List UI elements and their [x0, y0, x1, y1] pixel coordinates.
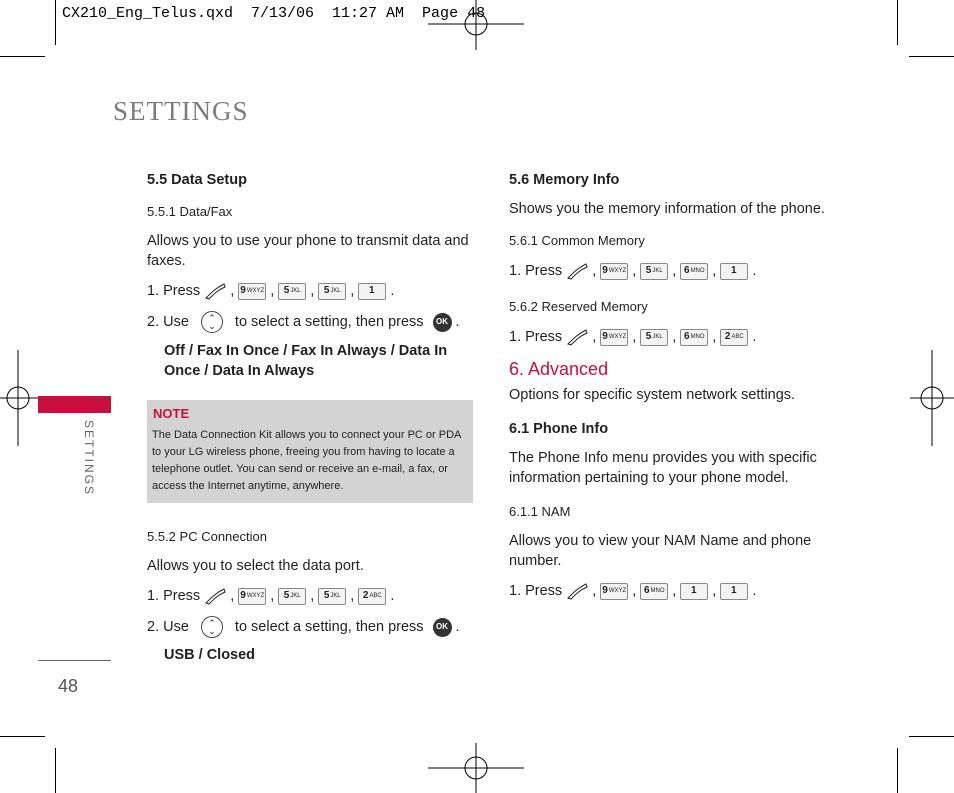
desc-6: Options for specific system network settings. [509, 387, 796, 403]
crop-mark [55, 748, 56, 793]
key-5-icon: 5 JKL [278, 283, 306, 300]
desc-5-5-2: Allows you to select the data port. [147, 558, 364, 574]
desc-5-5-1: Allows you to use your phone to transmit data and faxes. [147, 233, 469, 269]
key-5-icon: 5 JKL [318, 283, 346, 300]
key-1-icon: 1 [720, 583, 748, 600]
key-6-icon: 6 MNO [680, 263, 708, 280]
heading-6-1: 6.1 Phone Info [509, 421, 609, 437]
left-soft-key-icon [566, 262, 588, 280]
right-column [509, 170, 829, 601]
key-2-icon: 2 ABC [358, 588, 386, 605]
key-5-icon: 5 JKL [278, 588, 306, 605]
crop-mark [897, 748, 898, 793]
key-5-icon: 5 JKL [640, 263, 668, 280]
key-1-icon: 1 [680, 583, 708, 600]
registration-mark-bottom [428, 743, 524, 793]
heading-6-1-1: 6.1.1 NAM [509, 504, 571, 519]
section-tab-bar [38, 396, 111, 413]
left-soft-key-icon [204, 587, 226, 605]
step2-5-5-2: 2. Use ⌃ ⌄ to select a setting, then press OK . [147, 618, 460, 636]
left-soft-key-icon [566, 582, 588, 600]
step1-6-1-1: 1. Press , 9 WXYZ , 6 MNO , 1 , 1 . [509, 583, 757, 599]
key-2-icon: 2 ABC [720, 329, 748, 346]
key-6-icon: 6 MNO [640, 583, 668, 600]
crop-mark [0, 736, 45, 737]
step2-5-5-1: 2. Use ⌃ ⌄ to select a setting, then press OK . [147, 313, 460, 331]
key-9-icon: 9 WXYZ [238, 588, 266, 605]
note-box [147, 400, 473, 503]
ok-key-icon: OK [433, 313, 452, 332]
key-6-icon: 6 MNO [680, 329, 708, 346]
step1-5-5-2: 1. Press , 9 WXYZ , 5 JKL , 5 JKL , 2 ABC . [147, 588, 395, 604]
key-9-icon: 9 WXYZ [600, 583, 628, 600]
key-1-icon: 1 [720, 263, 748, 280]
left-column [147, 170, 477, 381]
heading-5-5-1: 5.5.1 Data/Fax [147, 204, 233, 219]
registration-mark-top [428, 0, 524, 50]
note-text: The Data Connection Kit allows you to connect your PC or PDA to your LG wireless phone, freeing you from having to locate a telephone outlet. You can send or receive an e-mail, a fax, or access the Internet anytime, anywhere. [152, 429, 461, 492]
heading-5-5-2: 5.5.2 PC Connection [147, 529, 267, 544]
print-header: CX210_Eng_Telus.qxd 7/13/06 11:27 AM Page 48 [62, 5, 486, 22]
left-soft-key-icon [204, 282, 226, 300]
footer-rule [38, 660, 111, 661]
step1-5-6-2: 1. Press , 9 WXYZ , 5 JKL , 6 MNO , 2 ABC . [509, 329, 757, 345]
ok-key-icon: OK [433, 618, 452, 637]
key-1-icon: 1 [358, 283, 386, 300]
crop-mark [0, 56, 45, 57]
crop-mark [909, 56, 954, 57]
side-section-label: SETTINGS [82, 420, 96, 497]
page-number: 48 [58, 676, 79, 696]
crop-mark [909, 736, 954, 737]
left-soft-key-icon [566, 328, 588, 346]
step1-5-6-1: 1. Press , 9 WXYZ , 5 JKL , 6 MNO , 1 . [509, 263, 757, 279]
desc-6-1-1: Allows you to view your NAM Name and phone number. [509, 533, 812, 569]
key-5-icon: 5 JKL [318, 588, 346, 605]
heading-5-5: 5.5 Data Setup [147, 172, 247, 188]
registration-mark-right [910, 350, 954, 446]
key-9-icon: 9 WXYZ [600, 263, 628, 280]
key-9-icon: 9 WXYZ [600, 329, 628, 346]
key-9-icon: 9 WXYZ [238, 283, 266, 300]
page-title: SETTINGS [113, 96, 249, 126]
navigation-key-icon: ⌃ ⌄ [201, 311, 223, 333]
key-5-icon: 5 JKL [640, 329, 668, 346]
note-title: NOTE [153, 406, 190, 421]
navigation-key-icon: ⌃ ⌄ [201, 616, 223, 638]
heading-5-6-2: 5.6.2 Reserved Memory [509, 299, 648, 314]
crop-mark [55, 0, 56, 45]
crop-mark [897, 0, 898, 45]
registration-mark-left [0, 350, 40, 446]
step1-5-5-1: 1. Press , 9 WXYZ , 5 JKL , 5 JKL , 1 . [147, 283, 395, 299]
left-column-lower [147, 527, 477, 665]
options-5-5-2: USB / Closed [164, 647, 256, 663]
heading-5-6-1: 5.6.1 Common Memory [509, 233, 645, 248]
heading-6: 6. Advanced [509, 359, 609, 379]
options-5-5-1: Off / Fax In Once / Fax In Always / Data In Once / Data In Always [164, 343, 448, 379]
heading-5-6: 5.6 Memory Info [509, 172, 620, 188]
desc-5-6: Shows you the memory information of the phone. [509, 201, 825, 217]
desc-6-1: The Phone Info menu provides you with specific information pertaining to your phone model. [509, 450, 817, 486]
